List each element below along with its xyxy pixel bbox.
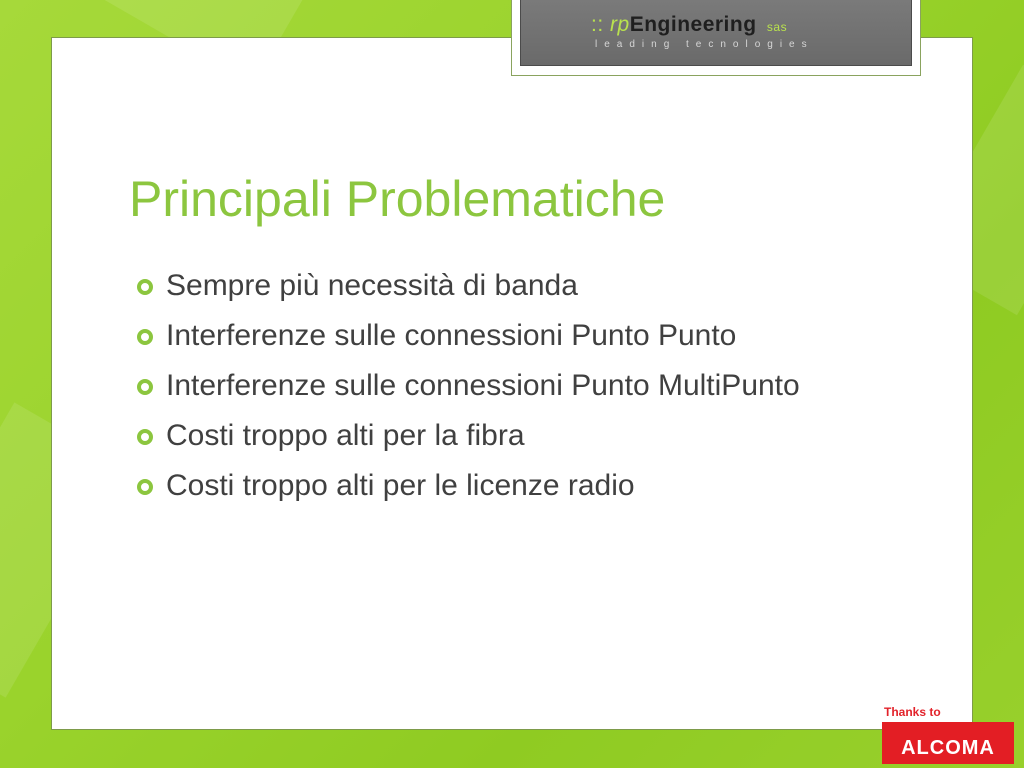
sponsor-logo: ALCOMA (882, 722, 1014, 764)
logo-rp: rp (610, 13, 630, 36)
ring-bullet-icon (137, 279, 153, 295)
list-item (134, 416, 874, 456)
bullet-text: Costi troppo alti per la fibra (166, 419, 525, 452)
thanks-label: Thanks to (884, 705, 941, 719)
slide-title: Principali Problematiche (129, 171, 666, 227)
company-logo (520, 0, 912, 66)
list-item (134, 316, 874, 356)
logo-frame (511, 0, 921, 76)
bullet-text: Interferenze sulle connessioni Punto MultiPunto (166, 369, 800, 402)
logo-tagline: leading tecnologies (595, 39, 814, 50)
ring-bullet-icon (137, 479, 153, 495)
ring-bullet-icon (137, 429, 153, 445)
logo-wordmark (591, 13, 787, 37)
logo-suffix: sas (766, 20, 788, 34)
list-item (134, 466, 874, 506)
bullet-list (134, 266, 874, 516)
logo-prefix: :: (591, 13, 604, 36)
bullet-text: Costi troppo alti per le licenze radio (166, 469, 635, 502)
list-item (134, 266, 874, 306)
bullet-text: Sempre più necessità di banda (166, 269, 578, 302)
list-item (134, 366, 874, 406)
bullet-text: Interferenze sulle connessioni Punto Punto (166, 319, 737, 352)
ring-bullet-icon (137, 379, 153, 395)
logo-main: Engineering (629, 13, 757, 36)
ring-bullet-icon (137, 329, 153, 345)
